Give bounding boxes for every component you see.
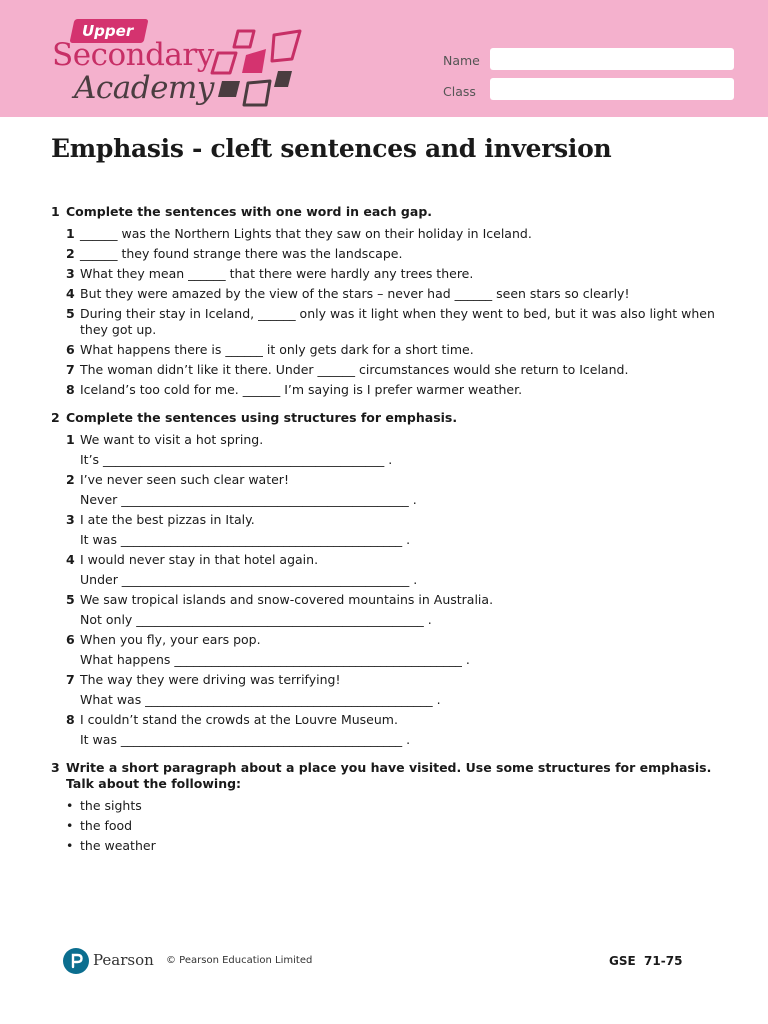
bullet-text: the weather [80, 838, 156, 853]
section-2-instruction [0, 410, 768, 426]
item-number: 6 [66, 632, 75, 647]
bullet-dot-icon: • [66, 798, 74, 813]
list-item [0, 512, 768, 528]
item-text: I’ve never seen such clear water! [80, 472, 289, 487]
instruction-text: Write a short paragraph about a place you have visited. Use some structures for emphasis. Talk about the following: [66, 760, 712, 791]
section-1-instruction [0, 204, 768, 220]
instruction-text: Complete the sentences with one word in each gap. [66, 204, 433, 219]
bullet-item [0, 798, 768, 814]
answer-line[interactable]: It was _____________________________________________ . [80, 732, 411, 747]
answer-line[interactable]: What was ______________________________________________ . [80, 692, 441, 707]
item-number: 8 [66, 382, 75, 397]
item-text: I would never stay in that hotel again. [80, 552, 319, 567]
copyright-text: © Pearson Education Limited [166, 955, 313, 966]
list-item [0, 246, 768, 262]
item-number: 6 [66, 342, 75, 357]
list-item [0, 712, 768, 728]
item-number: 3 [66, 266, 75, 281]
instruction-text: Complete the sentences using structures for emphasis. [66, 410, 458, 425]
bullet-dot-icon: • [66, 818, 74, 833]
pearson-logo-icon [63, 948, 89, 974]
item-text: ______ was the Northern Lights that they saw on their holiday in Iceland. [80, 226, 532, 241]
gse-range: GSE 71-75 [609, 954, 683, 968]
class-field[interactable] [490, 78, 734, 100]
list-item [0, 632, 768, 648]
name-field[interactable] [490, 48, 734, 70]
brand-secondary-text: Secondary [52, 37, 214, 73]
item-number: 1 [66, 226, 75, 241]
item-number: 8 [66, 712, 75, 727]
item-text: ______ they found strange there was the landscape. [80, 246, 403, 261]
list-item [0, 306, 768, 338]
item-number: 2 [66, 472, 75, 487]
list-item [0, 552, 768, 568]
item-text: Iceland’s too cold for me. ______ I’m saying is I prefer warmer weather. [80, 382, 523, 397]
page-title: Emphasis - cleft sentences and inversion [51, 134, 612, 163]
list-item [0, 266, 768, 282]
bullet-item [0, 838, 768, 854]
bullet-item [0, 818, 768, 834]
list-item [0, 342, 768, 358]
list-item [0, 226, 768, 242]
worksheet-content [0, 200, 768, 854]
item-number: 7 [66, 362, 75, 377]
list-item [0, 362, 768, 378]
section-2-items [0, 432, 768, 748]
logo-shapes-icon [210, 27, 306, 111]
bullet-text: the sights [80, 798, 142, 813]
class-label: Class [443, 84, 476, 99]
item-text: What happens there is ______ it only gets dark for a short time. [80, 342, 474, 357]
list-item [0, 286, 768, 302]
bullet-text: the food [80, 818, 133, 833]
section-1-items [0, 226, 768, 398]
upper-secondary-academy-logo [52, 16, 312, 111]
brand-upper-text: Upper [82, 22, 134, 40]
item-text: We want to visit a hot spring. [80, 432, 264, 447]
list-item [0, 672, 768, 688]
item-text: I couldn’t stand the crowds at the Louvre Museum. [80, 712, 398, 727]
list-item [0, 472, 768, 488]
item-text: The woman didn’t like it there. Under ______ circumstances would she return to Iceland. [80, 362, 629, 377]
section-3-bullets [0, 798, 768, 854]
item-number: 2 [66, 246, 75, 261]
item-text: But they were amazed by the view of the stars – never had ______ seen stars so clearly! [80, 286, 630, 301]
item-number: 3 [66, 512, 75, 527]
item-number: 4 [66, 286, 75, 301]
name-label: Name [443, 53, 480, 68]
pearson-wordmark: Pearson [93, 951, 154, 969]
answer-line[interactable]: What happens ______________________________________________ . [80, 652, 470, 667]
item-text: What they mean ______ that there were hardly any trees there. [80, 266, 474, 281]
item-number: 5 [66, 592, 75, 607]
item-text: I ate the best pizzas in Italy. [80, 512, 255, 527]
item-number: 7 [66, 672, 75, 687]
section-number: 3 [51, 760, 60, 775]
header-band [0, 0, 768, 117]
answer-line[interactable]: It’s _____________________________________________ . [80, 452, 393, 467]
answer-line[interactable]: Never ______________________________________________ . [80, 492, 417, 507]
list-item [0, 432, 768, 448]
answer-line[interactable]: Not only ______________________________________________ . [80, 612, 432, 627]
brand-academy-text: Academy [74, 70, 214, 106]
item-number: 5 [66, 306, 75, 321]
bullet-dot-icon: • [66, 838, 74, 853]
list-item [0, 382, 768, 398]
section-number: 1 [51, 204, 60, 219]
item-number: 4 [66, 552, 75, 567]
answer-line[interactable]: It was _____________________________________________ . [80, 532, 411, 547]
section-number: 2 [51, 410, 60, 425]
item-text: When you fly, your ears pop. [80, 632, 261, 647]
answer-line[interactable]: Under ______________________________________________ . [80, 572, 418, 587]
item-text: We saw tropical islands and snow-covered mountains in Australia. [80, 592, 494, 607]
item-text: During their stay in Iceland, ______ only was it light when they went to bed, but it was also light when they got up. [80, 306, 715, 337]
item-text: The way they were driving was terrifying! [80, 672, 341, 687]
section-3-instruction [0, 760, 768, 792]
list-item [0, 592, 768, 608]
item-number: 1 [66, 432, 75, 447]
